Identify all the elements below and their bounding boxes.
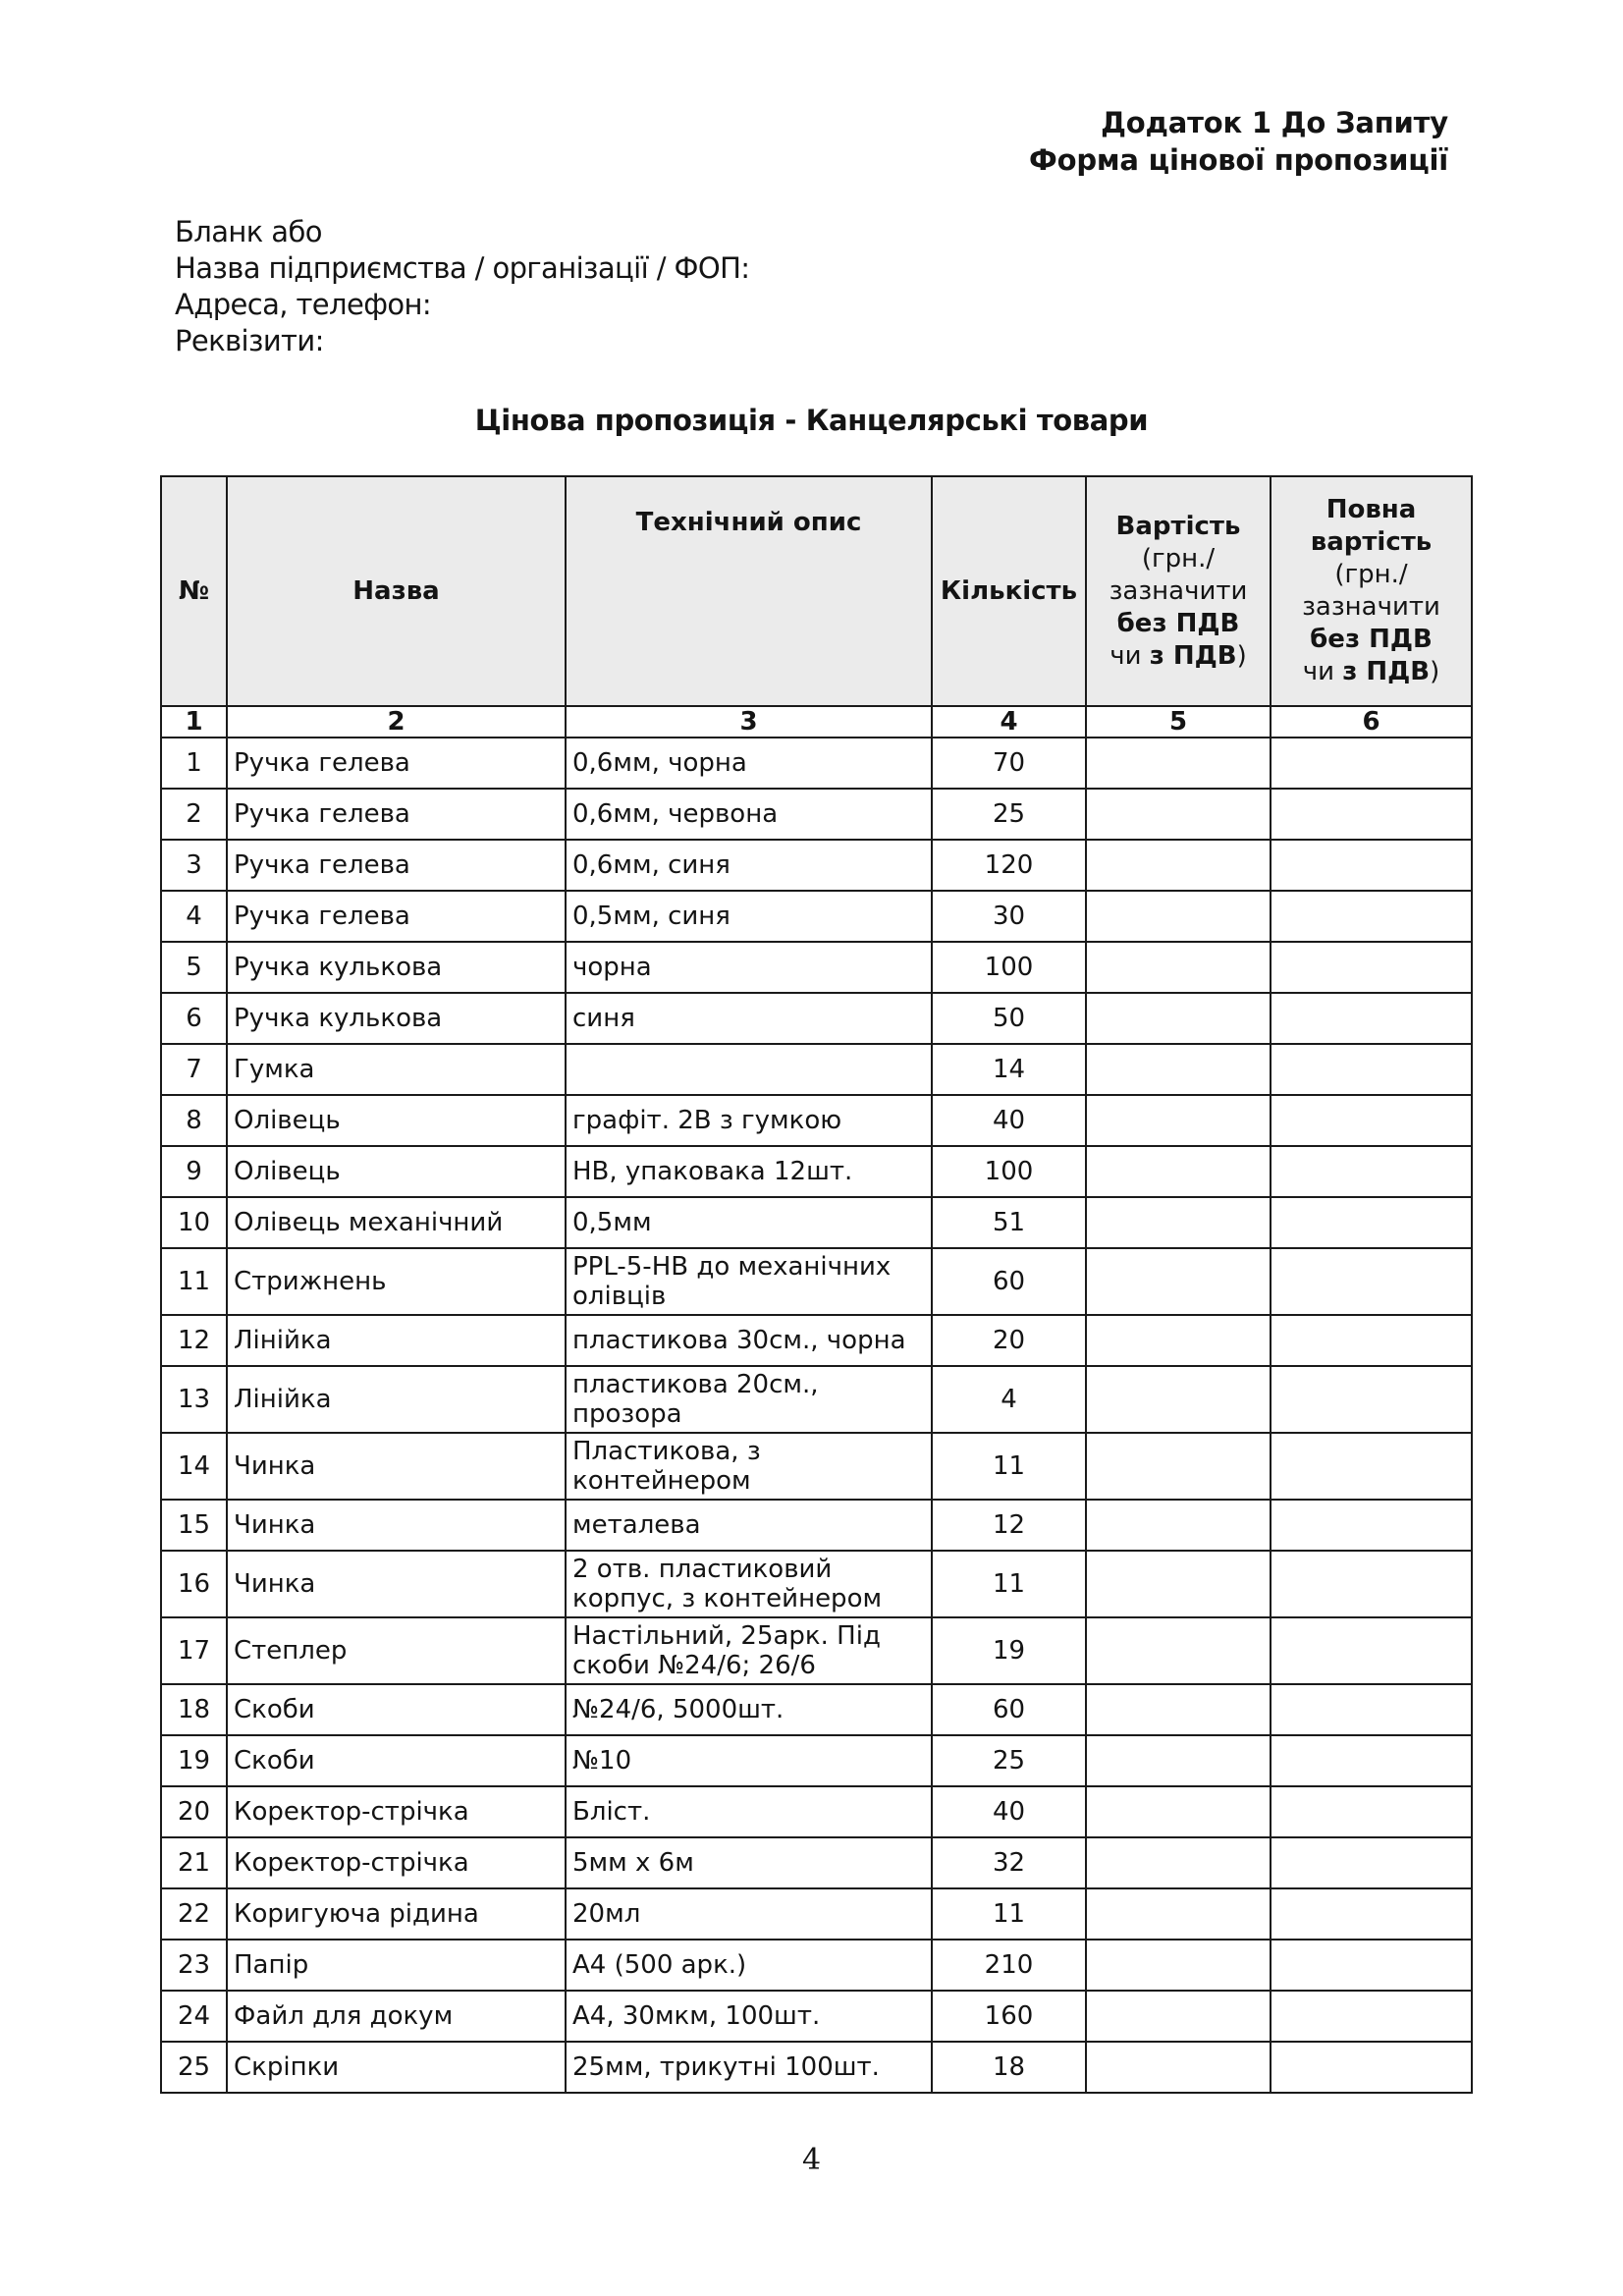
item-price-input[interactable] — [1086, 738, 1271, 789]
bank-details-label: Реквізити: — [175, 324, 324, 357]
page-title: Цінова пропозиція - Канцелярські товари — [474, 404, 1149, 437]
item-description: №10 — [566, 1735, 932, 1786]
header-price-title: Вартість — [1115, 511, 1241, 541]
table-row — [161, 1146, 1472, 1197]
row-number: 14 — [161, 1433, 227, 1500]
item-total-input[interactable] — [1271, 1095, 1472, 1146]
item-total-input[interactable] — [1271, 738, 1472, 789]
table-row — [161, 1433, 1472, 1500]
item-total-input[interactable] — [1271, 1197, 1472, 1248]
item-price-input[interactable] — [1086, 1991, 1271, 2042]
column-number-row — [161, 706, 1472, 738]
item-name: Ручка гелева — [227, 891, 566, 942]
item-description: 0,6мм, червона — [566, 789, 932, 840]
header-total-note: зазначити — [1302, 592, 1440, 622]
header-price-or: чи — [1109, 640, 1150, 671]
item-price-input[interactable] — [1086, 1617, 1271, 1684]
table-body — [161, 738, 1472, 2093]
item-description: 0,6мм, чорна — [566, 738, 932, 789]
item-total-input[interactable] — [1271, 1991, 1472, 2042]
item-total-input[interactable] — [1271, 942, 1472, 993]
item-quantity: 120 — [932, 840, 1086, 891]
row-number: 22 — [161, 1888, 227, 1940]
item-name: Олівець — [227, 1146, 566, 1197]
item-quantity: 32 — [932, 1837, 1086, 1888]
item-quantity: 14 — [932, 1044, 1086, 1095]
header-total — [1271, 476, 1472, 706]
item-name: Ручка кулькова — [227, 942, 566, 993]
table-row — [161, 1786, 1472, 1837]
item-total-input[interactable] — [1271, 1248, 1472, 1315]
item-total-input[interactable] — [1271, 1786, 1472, 1837]
item-price-input[interactable] — [1086, 1837, 1271, 1888]
table-row — [161, 1837, 1472, 1888]
table-row — [161, 1044, 1472, 1095]
row-number: 21 — [161, 1837, 227, 1888]
row-number: 8 — [161, 1095, 227, 1146]
table-row — [161, 1991, 1472, 2042]
row-number: 15 — [161, 1500, 227, 1551]
column-number: 6 — [1271, 706, 1472, 738]
item-name: Чинка — [227, 1433, 566, 1500]
item-quantity: 4 — [932, 1366, 1086, 1433]
header-num: № — [161, 476, 227, 706]
item-quantity: 210 — [932, 1940, 1086, 1991]
item-price-input[interactable] — [1086, 942, 1271, 993]
item-description: пластикова 20см., прозора — [566, 1366, 932, 1433]
header-total-vat-incl: з ПДВ — [1342, 657, 1431, 686]
table-row — [161, 1617, 1472, 1684]
annex-heading — [1029, 104, 1448, 179]
row-number: 12 — [161, 1315, 227, 1366]
item-description: синя — [566, 993, 932, 1044]
row-number: 20 — [161, 1786, 227, 1837]
header-total-vat-line — [1277, 656, 1465, 688]
table-row — [161, 2042, 1472, 2093]
item-quantity: 25 — [932, 1735, 1086, 1786]
item-total-input[interactable] — [1271, 1044, 1472, 1095]
header-price-unit: (грн./ — [1141, 543, 1216, 574]
row-number: 11 — [161, 1248, 227, 1315]
item-description: 25мм, трикутні 100шт. — [566, 2042, 932, 2093]
item-name: Папір — [227, 1940, 566, 1991]
item-quantity: 60 — [932, 1684, 1086, 1735]
item-quantity: 19 — [932, 1617, 1086, 1684]
item-quantity: 70 — [932, 738, 1086, 789]
item-price-input[interactable] — [1086, 1433, 1271, 1500]
item-description — [566, 1044, 932, 1095]
column-number: 1 — [161, 706, 227, 738]
column-number: 4 — [932, 706, 1086, 738]
header-desc: Технічний опис — [566, 476, 932, 706]
item-total-input[interactable] — [1271, 1500, 1472, 1551]
header-price-note: зазначити — [1109, 575, 1248, 606]
item-quantity: 60 — [932, 1248, 1086, 1315]
row-number: 25 — [161, 2042, 227, 2093]
item-name: Скоби — [227, 1735, 566, 1786]
item-name: Олівець — [227, 1095, 566, 1146]
row-number: 18 — [161, 1684, 227, 1735]
header-total-paren: ) — [1430, 657, 1440, 686]
item-quantity: 40 — [932, 1095, 1086, 1146]
item-quantity: 100 — [932, 1146, 1086, 1197]
item-price-input[interactable] — [1086, 1044, 1271, 1095]
row-number: 6 — [161, 993, 227, 1044]
item-total-input[interactable] — [1271, 1888, 1472, 1940]
item-price-input[interactable] — [1086, 1786, 1271, 1837]
item-quantity: 20 — [932, 1315, 1086, 1366]
row-number: 16 — [161, 1551, 227, 1617]
header-total-unit: (грн./ — [1334, 560, 1408, 589]
header-total-title: Повна — [1325, 495, 1417, 524]
item-price-input[interactable] — [1086, 1551, 1271, 1617]
item-name: Скріпки — [227, 2042, 566, 2093]
row-number: 10 — [161, 1197, 227, 1248]
row-number: 17 — [161, 1617, 227, 1684]
item-description: 0,6мм, синя — [566, 840, 932, 891]
letterhead-label: Бланк або — [175, 215, 322, 248]
table-row — [161, 1888, 1472, 1940]
item-total-input[interactable] — [1271, 1551, 1472, 1617]
item-total-input[interactable] — [1271, 1684, 1472, 1735]
column-number: 2 — [227, 706, 566, 738]
item-name: Скоби — [227, 1684, 566, 1735]
item-quantity: 160 — [932, 1991, 1086, 2042]
item-name: Ручка гелева — [227, 789, 566, 840]
item-price-input[interactable] — [1086, 1146, 1271, 1197]
item-total-input[interactable] — [1271, 2042, 1472, 2093]
item-description: НВ, упаковака 12шт. — [566, 1146, 932, 1197]
item-quantity: 30 — [932, 891, 1086, 942]
item-description: пластикова 30см., чорна — [566, 1315, 932, 1366]
item-description: PPL-5-HB до механічних олівців — [566, 1248, 932, 1315]
item-price-input[interactable] — [1086, 1888, 1271, 1940]
item-name: Ручка гелева — [227, 840, 566, 891]
item-name: Степлер — [227, 1617, 566, 1684]
table-row — [161, 840, 1472, 891]
item-price-input[interactable] — [1086, 2042, 1271, 2093]
item-total-input[interactable] — [1271, 789, 1472, 840]
item-name: Лінійка — [227, 1315, 566, 1366]
row-number: 9 — [161, 1146, 227, 1197]
item-description: 0,5мм — [566, 1197, 932, 1248]
header-total-vat-excl: без ПДВ — [1310, 625, 1433, 654]
table-row — [161, 1248, 1472, 1315]
item-description: №24/6, 5000шт. — [566, 1684, 932, 1735]
item-price-input[interactable] — [1086, 1366, 1271, 1433]
row-number: 1 — [161, 738, 227, 789]
header-total-or: чи — [1302, 657, 1343, 686]
row-number: 2 — [161, 789, 227, 840]
table-row — [161, 1095, 1472, 1146]
item-price-input[interactable] — [1086, 1315, 1271, 1366]
item-name: Ручка кулькова — [227, 993, 566, 1044]
row-number: 5 — [161, 942, 227, 993]
item-quantity: 100 — [932, 942, 1086, 993]
table-row — [161, 1684, 1472, 1735]
table-row — [161, 1197, 1472, 1248]
row-number: 7 — [161, 1044, 227, 1095]
item-total-input[interactable] — [1271, 1315, 1472, 1366]
item-total-input[interactable] — [1271, 1617, 1472, 1684]
item-description: 0,5мм, синя — [566, 891, 932, 942]
table-row — [161, 891, 1472, 942]
item-price-input[interactable] — [1086, 993, 1271, 1044]
item-price-input[interactable] — [1086, 1684, 1271, 1735]
item-name: Чинка — [227, 1551, 566, 1617]
page-number: 4 — [801, 2143, 822, 2177]
row-number: 19 — [161, 1735, 227, 1786]
header-price-paren: ) — [1236, 640, 1247, 671]
table-row — [161, 1735, 1472, 1786]
form-title-line: Форма цінової пропозиції — [1029, 143, 1448, 177]
item-price-input[interactable] — [1086, 1095, 1271, 1146]
row-number: 23 — [161, 1940, 227, 1991]
row-number: 4 — [161, 891, 227, 942]
table-header-row — [161, 476, 1472, 706]
item-quantity: 25 — [932, 789, 1086, 840]
item-description: Настільний, 25арк. Під скоби №24/6; 26/6 — [566, 1617, 932, 1684]
item-description: Пластикова, з контейнером — [566, 1433, 932, 1500]
item-description: А4, 30мкм, 100шт. — [566, 1991, 932, 2042]
table-row — [161, 1366, 1472, 1433]
item-name: Лінійка — [227, 1366, 566, 1433]
column-number: 5 — [1086, 706, 1271, 738]
item-price-input[interactable] — [1086, 891, 1271, 942]
header-total-title2: вартість — [1310, 527, 1433, 557]
table-row — [161, 993, 1472, 1044]
item-price-input[interactable] — [1086, 1248, 1271, 1315]
item-description: чорна — [566, 942, 932, 993]
item-total-input[interactable] — [1271, 1366, 1472, 1433]
table-row — [161, 1551, 1472, 1617]
item-price-input[interactable] — [1086, 789, 1271, 840]
item-price-input[interactable] — [1086, 840, 1271, 891]
header-name: Назва — [227, 476, 566, 706]
item-total-input[interactable] — [1271, 1146, 1472, 1197]
item-name: Олівець механічний — [227, 1197, 566, 1248]
company-name-label: Назва підприємства / організації / ФОП: — [175, 251, 750, 285]
item-price-input[interactable] — [1086, 1500, 1271, 1551]
item-description: 2 отв. пластиковий корпус, з контейнером — [566, 1551, 932, 1617]
row-number: 3 — [161, 840, 227, 891]
item-description: графіт. 2В з гумкою — [566, 1095, 932, 1146]
column-number: 3 — [566, 706, 932, 738]
header-price-vat-incl: з ПДВ — [1149, 640, 1237, 671]
table-row — [161, 789, 1472, 840]
annex-line: Додаток 1 До Запиту — [1101, 106, 1448, 139]
item-total-input[interactable] — [1271, 1433, 1472, 1500]
item-quantity: 40 — [932, 1786, 1086, 1837]
item-total-input[interactable] — [1271, 1837, 1472, 1888]
item-name: Стрижнень — [227, 1248, 566, 1315]
header-price-vat-excl: без ПДВ — [1116, 608, 1240, 638]
item-price-input[interactable] — [1086, 1197, 1271, 1248]
item-price-input[interactable] — [1086, 1735, 1271, 1786]
requisites-block — [175, 214, 749, 359]
item-total-input[interactable] — [1271, 1735, 1472, 1786]
item-description: А4 (500 арк.) — [566, 1940, 932, 1991]
item-name: Гумка — [227, 1044, 566, 1095]
item-name: Файл для докум — [227, 1991, 566, 2042]
item-total-input[interactable] — [1271, 993, 1472, 1044]
table-row — [161, 1500, 1472, 1551]
item-description: Бліст. — [566, 1786, 932, 1837]
item-quantity: 12 — [932, 1500, 1086, 1551]
item-description: 20мл — [566, 1888, 932, 1940]
item-quantity: 11 — [932, 1551, 1086, 1617]
header-qty: Кількість — [932, 476, 1086, 706]
item-total-input[interactable] — [1271, 891, 1472, 942]
item-price-input[interactable] — [1086, 1940, 1271, 1991]
item-name: Ручка гелева — [227, 738, 566, 789]
item-total-input[interactable] — [1271, 1940, 1472, 1991]
item-name: Коректор-стрічка — [227, 1786, 566, 1837]
item-total-input[interactable] — [1271, 840, 1472, 891]
item-name: Чинка — [227, 1500, 566, 1551]
table-row — [161, 1315, 1472, 1366]
item-quantity: 50 — [932, 993, 1086, 1044]
row-number: 13 — [161, 1366, 227, 1433]
item-quantity: 11 — [932, 1888, 1086, 1940]
table-row — [161, 1940, 1472, 1991]
item-quantity: 18 — [932, 2042, 1086, 2093]
table-row — [161, 942, 1472, 993]
item-quantity: 51 — [932, 1197, 1086, 1248]
header-price — [1086, 476, 1271, 706]
table-row — [161, 738, 1472, 789]
address-phone-label: Адреса, телефон: — [175, 288, 432, 321]
row-number: 24 — [161, 1991, 227, 2042]
item-name: Коригуюча рідина — [227, 1888, 566, 1940]
item-name: Коректор-стрічка — [227, 1837, 566, 1888]
item-quantity: 11 — [932, 1433, 1086, 1500]
item-description: 5мм х 6м — [566, 1837, 932, 1888]
header-price-vat-line — [1093, 640, 1264, 673]
price-offer-table — [160, 475, 1473, 2094]
item-description: металева — [566, 1500, 932, 1551]
